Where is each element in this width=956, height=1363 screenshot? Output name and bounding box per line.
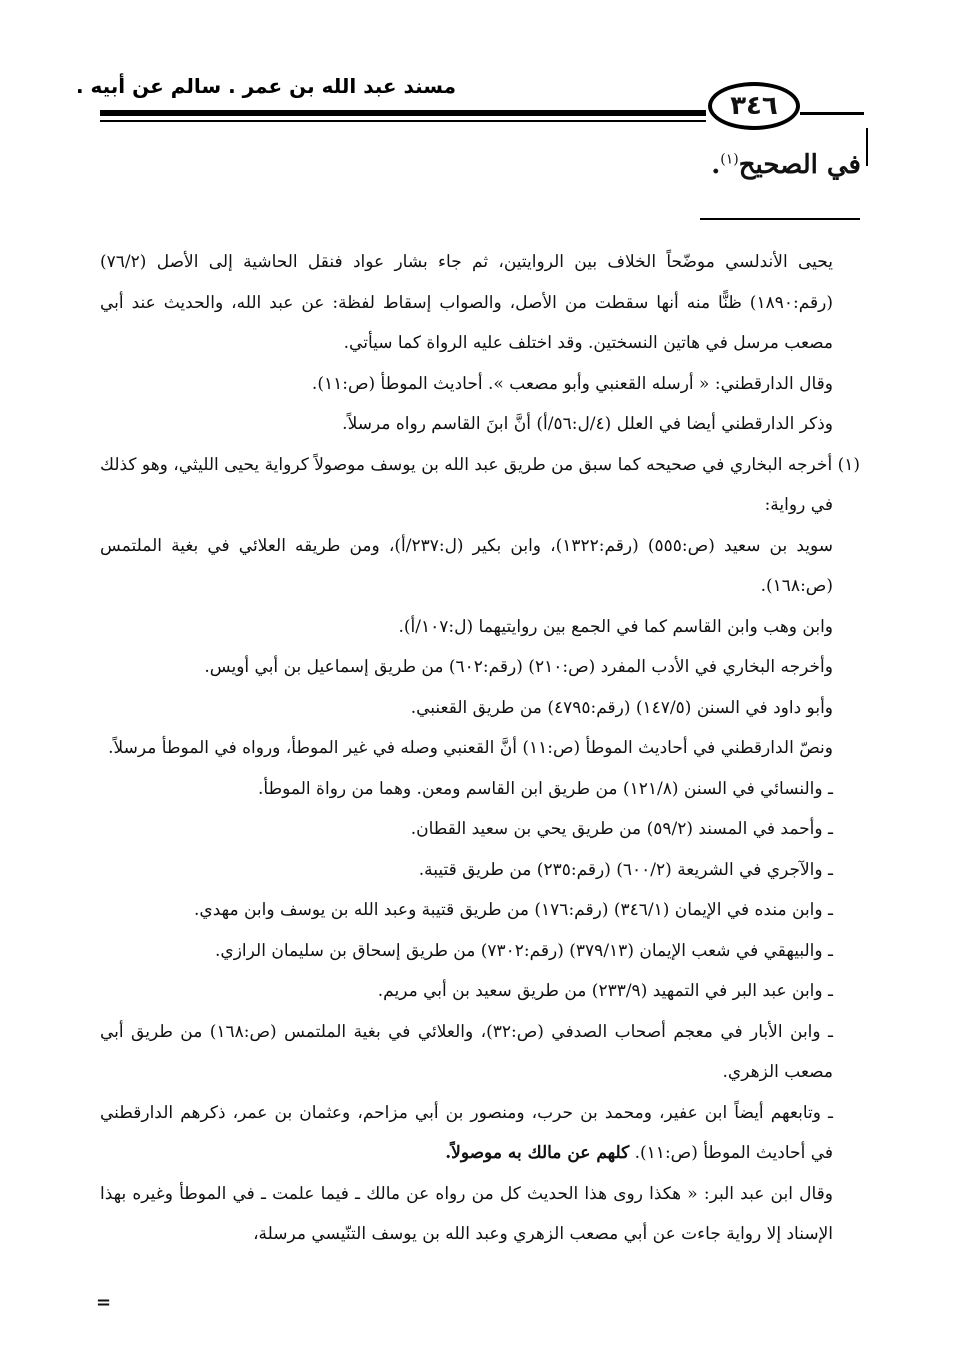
footnote-reference: (١) — [720, 151, 739, 168]
footnotes-block — [100, 242, 860, 1255]
header-rule-thick — [100, 110, 706, 116]
continuation-tail: . — [711, 150, 721, 180]
footnote-1-item: ـ وابن عبد البر في التمهيد (٢٣٣/٩) من طريق سعيد بن أبي مريم. — [377, 981, 833, 1001]
footnote-1-item: ـ والنسائي في السنن (١٢١/٨) من طريق ابن القاسم ومعن. وهما من رواة الموطأ. — [258, 778, 833, 799]
footnote-closing-para: وقال ابن عبد البر: « هكذا روى هذا الحديث كل من رواه عن مالك ـ فيما علمت ـ في الموطأ وغيره بهذا الإسناد إلا رواية جاءت عن أبي مصعب الزهري وعبد الله بن يوسف التنّيسي مرسلة، — [100, 1183, 833, 1244]
continuation-mark: = — [96, 1292, 112, 1313]
footnote-1-item: ـ وابن منده في الإيمان (٣٤٦/١) (رقم:١٧٦) من طريق قتيبة وعبد الله بن يوسف وابن مهدي. — [194, 900, 833, 920]
page-number: ٣٤٦ — [708, 82, 800, 130]
footnote-1-item: سويد بن سعيد (ص:٥٥٥) (رقم:١٣٢٢)، وابن بكير (ل:٢٣٧/أ)، ومن طريقه العلائي في بغية الملتمس (ص:١٦٨). — [100, 535, 834, 596]
margin-mark — [866, 128, 868, 166]
footnote-separator — [700, 218, 860, 220]
footnote-intro-para-2: وقال الدارقطني: « أرسله القعنبي وأبو مصعب ». أحاديث الموطأ (ص:١١). — [311, 373, 833, 394]
footnote-intro-para-3: وذكر الدارقطني أيضا في العلل (٤/ل:٥٦/أ) أنَّ ابنَ القاسم رواه مرسلاً. — [342, 414, 833, 434]
followers-text: ـ وتابعهم أيضاً ابن عفير، ومحمد بن حرب، ومنصور بن أبي مزاحم، وعثمان بن عمر، ذكرهم الدارقطني في أحاديث الموطأ (ص:١١). — [100, 1102, 833, 1163]
footnote-intro-para-1: يحيى الأندلسي موضّحاً الخلاف بين الروايتين، ثم جاء بشار عواد فنقل الحاشية إلى الأصل (٧٦/٢) (رقم:١٨٩٠) ظنًّا منه أنها سقطت من الأصل، والصواب إسقاط لفظة: عن عبد الله، والحديث عند أبي مصعب مرسل في هاتين النسختين. وقد اختلف عليه الرواة كما سيأتي. — [100, 252, 833, 353]
header-rule-thin — [100, 120, 706, 122]
continuation-text — [711, 150, 861, 180]
header-rule-right — [800, 112, 864, 115]
footnote-followers-para — [100, 1093, 860, 1174]
footnote-1-item: ـ وأحمد في المسند (٥٩/٢) من طريق يحي بن سعيد القطان. — [410, 819, 833, 839]
footnote-1-item: ونصّ الدارقطني في أحاديث الموطأ (ص:١١) أنَّ القعنبي وصله في غير الموطأ، ورواه في الموطأ مرسلاً. — [108, 738, 833, 758]
footnote-1-item: ـ وابن الأبار في معجم أصحاب الصدفي (ص:٣٢)، والعلائي في بغية الملتمس (ص:١٦٨) من طريق أبي مصعب الزهري. — [100, 1021, 833, 1082]
followers-bold: كلهم عن مالك به موصولاً. — [445, 1143, 630, 1163]
footnote-1-item: ـ والبيهقي في شعب الإيمان (٣٧٩/١٣) (رقم:٧٣٠٢) من طريق إسحاق بن سليمان الرازي. — [215, 940, 833, 961]
running-head: مسند عبد الله بن عمر . سالم عن أبيه . — [75, 74, 456, 98]
page-header — [0, 0, 956, 135]
continuation-main: في الصحيح — [738, 150, 861, 180]
footnote-1-item: وأبو داود في السنن (١٤٧/٥) (رقم:٤٧٩٥) من طريق القعنبي. — [410, 697, 833, 718]
footnote-1-item: وابن وهب وابن القاسم كما في الجمع بين روايتيهما (ل:١٠٧/أ). — [398, 616, 833, 637]
footnote-1-item: ـ والآجري في الشريعة (٦٠٠/٢) (رقم:٢٣٥) من طريق قتيبة. — [418, 859, 833, 880]
footnote-1-item: وأخرجه البخاري في الأدب المفرد (ص:٢١٠) (رقم:٦٠٢) من طريق إسماعيل بن أبي أويس. — [204, 657, 833, 677]
footnote-1-first: (١) أخرجه البخاري في صحيحه كما سبق من طريق عبد الله بن يوسف موصولاً كرواية يحيى الليثي، وهو كذلك في رواية: — [100, 454, 860, 515]
